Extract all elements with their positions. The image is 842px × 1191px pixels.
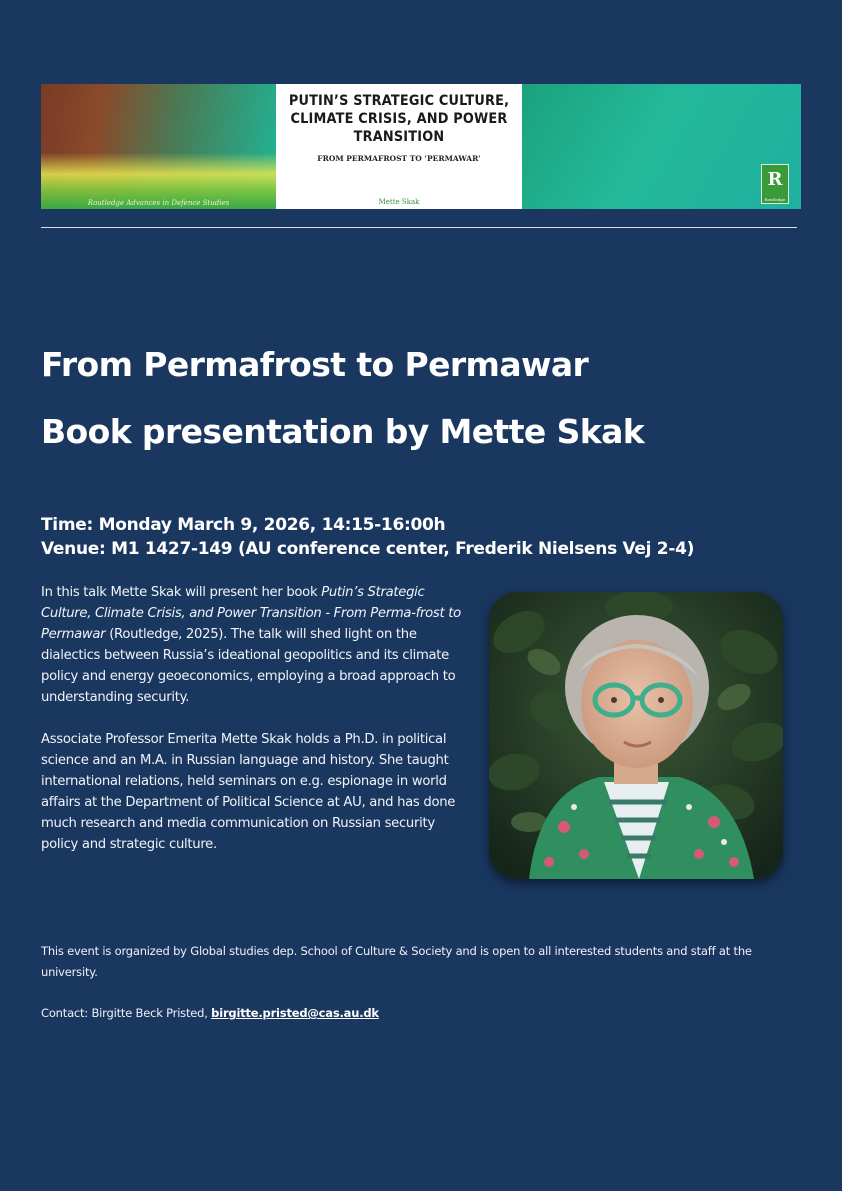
cover-author: Mette Skak: [378, 198, 420, 206]
description-intro: In this talk Mette Skak will present her book: [41, 585, 322, 600]
portrait-image: [489, 592, 783, 879]
description-paragraph: [41, 582, 475, 708]
cover-subtitle: FROM PERMAFROST TO ‘PERMAWAR’: [317, 154, 481, 163]
contact-email-link[interactable]: birgitte.pristed@cas.au.dk: [211, 1006, 379, 1020]
speaker-bio: Associate Professor Emerita Mette Skak holds a Ph.D. in political science and an M.A. in Russian language and history. She taught international relations, held seminars on e.g. espionage in world affairs at the Department of Political Science at AU, and has done much research and media communication on Russian security policy and strategic culture.: [41, 732, 456, 852]
routledge-logo: [761, 164, 789, 204]
header-divider: [41, 227, 797, 228]
book-title: Putin’s Strategic Culture, Climate Crisis, and Power Transition - From Perma-frost to Permawar: [41, 585, 461, 642]
cover-title-line: PUTIN’S STRATEGIC CULTURE,: [288, 93, 510, 109]
organizer-note: This event is organized by Global studies dep. School of Culture & Society and is open to all interested students and staff at the university.: [41, 944, 752, 979]
description-rest: (Routledge, 2025). The talk will shed light on the dialectics between Russia’s ideational geopolitics and its climate policy and energy geoeconomics, employing a broad approach to understanding security.: [41, 627, 456, 705]
event-details: [41, 513, 694, 561]
contact-line: [41, 1003, 801, 1024]
routledge-logo-letter: R: [767, 169, 783, 190]
cover-title-line: CLIMATE CRISIS, AND POWER: [290, 111, 508, 127]
book-cover: [276, 84, 522, 209]
event-venue: Venue: M1 1427-149 (AU conference center, Frederik Nielsens Vej 2-4): [41, 539, 695, 559]
speaker-portrait: [489, 592, 783, 879]
banner-left-artwork: [41, 84, 276, 209]
event-time: Time: Monday March 9, 2026, 14:15-16:00h: [41, 515, 446, 535]
cover-title-line: TRANSITION: [353, 129, 445, 145]
page-subtitle: Book presentation by Mette Skak: [41, 412, 645, 451]
book-cover-banner: [41, 84, 801, 209]
routledge-logo-name: Routledge: [764, 197, 786, 202]
cover-title: [286, 92, 512, 146]
contact-label: Contact: Birgitte Beck Pristed,: [41, 1006, 212, 1020]
series-caption: Routledge Advances in Defence Studies: [87, 199, 230, 207]
banner-right-artwork: [522, 84, 801, 209]
page-title: From Permafrost to Permawar: [41, 345, 589, 384]
